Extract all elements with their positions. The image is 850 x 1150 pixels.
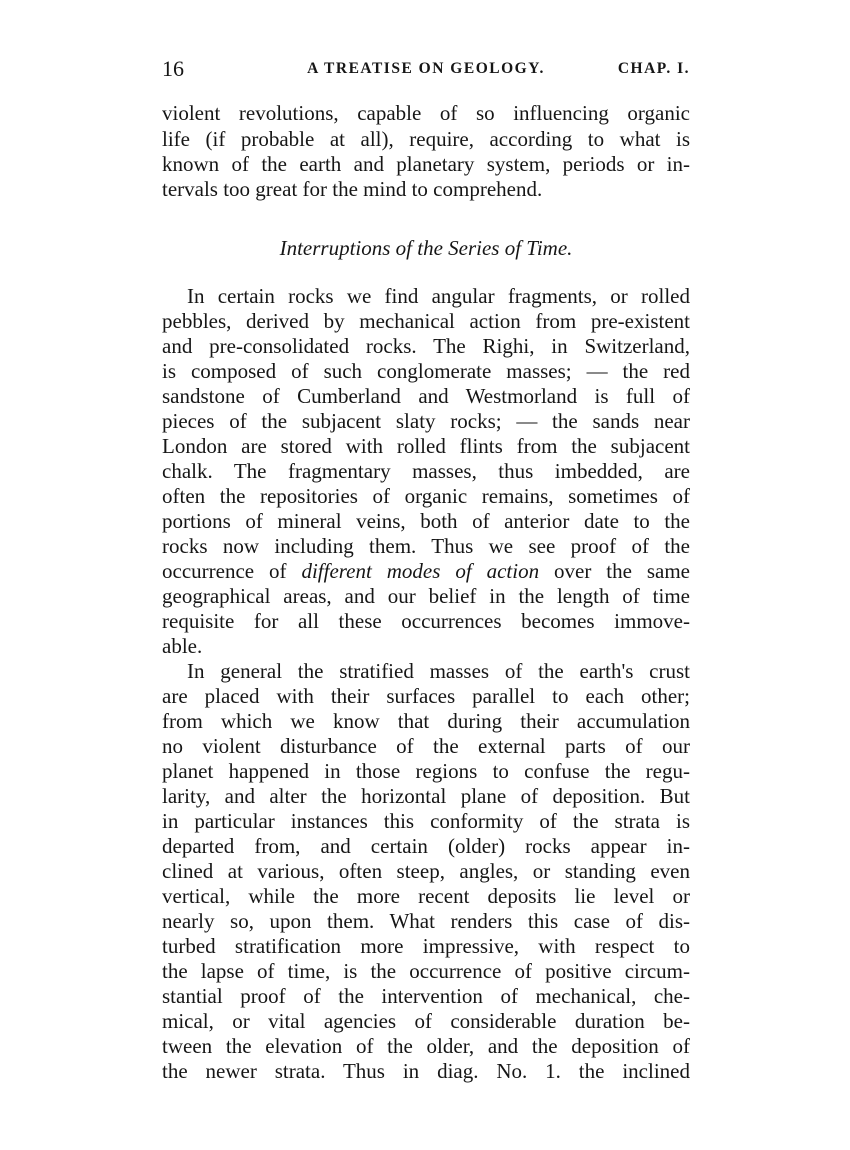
text-line: the lapse of time, is the occurrence of positive circum- bbox=[162, 959, 690, 983]
text-line: violent revolutions, capable of so influencing organic bbox=[162, 101, 690, 125]
text-line: larity, and alter the horizontal plane of deposition. But bbox=[162, 784, 690, 808]
text-line: no violent disturbance of the external parts of our bbox=[162, 734, 690, 758]
text-line: sandstone of Cumberland and Westmorland is full of bbox=[162, 384, 690, 408]
text-line: tervals too great for the mind to comprehend. bbox=[162, 177, 543, 201]
text-line: geographical areas, and our belief in the length of time bbox=[162, 584, 690, 608]
text-line: stantial proof of the intervention of mechanical, che- bbox=[162, 984, 690, 1008]
text-line: clined at various, often steep, angles, or standing even bbox=[162, 859, 690, 883]
text-line: London are stored with rolled flints from the subjacent bbox=[162, 434, 690, 458]
text-line: requisite for all these occurrences becomes immove- bbox=[162, 609, 690, 633]
text-line: turbed stratification more impressive, with respect to bbox=[162, 934, 690, 958]
text-line: pieces of the subjacent slaty rocks; — the sands near bbox=[162, 409, 690, 433]
text-line: portions of mineral veins, both of anterior date to the bbox=[162, 509, 690, 533]
text-line: and pre-consolidated rocks. The Righi, in Switzerland, bbox=[162, 334, 690, 358]
text-line: tween the elevation of the older, and the deposition of bbox=[162, 1034, 690, 1058]
text-line: from which we know that during their accumulation bbox=[162, 709, 690, 733]
running-title: A TREATISE ON GEOLOGY. bbox=[307, 60, 545, 77]
text-line: in particular instances this conformity of the strata is bbox=[162, 809, 690, 833]
text-line: life (if probable at all), require, according to what is bbox=[162, 127, 690, 151]
text-line: known of the earth and planetary system, periods or in- bbox=[162, 152, 690, 176]
text-line: often the repositories of organic remains, sometimes of bbox=[162, 484, 690, 508]
text-span: occurrence of bbox=[162, 559, 302, 583]
text-line: nearly so, upon them. What renders this case of dis- bbox=[162, 909, 690, 933]
text-line: planet happened in those regions to confuse the regu- bbox=[162, 759, 690, 783]
running-header bbox=[162, 56, 690, 86]
text-line: the newer strata. Thus in diag. No. 1. the inclined bbox=[162, 1059, 690, 1083]
section-heading: Interruptions of the Series of Time. bbox=[279, 236, 573, 260]
chapter-label: CHAP. I. bbox=[617, 60, 690, 77]
text-line: able. bbox=[162, 634, 203, 658]
text-line: is composed of such conglomerate masses; — the red bbox=[162, 359, 690, 383]
text-line: pebbles, derived by mechanical action from pre-existent bbox=[162, 309, 690, 333]
text-line: In certain rocks we find angular fragments, or rolled bbox=[187, 284, 690, 308]
text-line: In general the stratified masses of the earth's crust bbox=[187, 659, 690, 683]
text-line: mical, or vital agencies of considerable duration be- bbox=[162, 1009, 690, 1033]
text-line: are placed with their surfaces parallel to each other; bbox=[162, 684, 690, 708]
text-line: departed from, and certain (older) rocks appear in- bbox=[162, 834, 690, 858]
text-line: chalk. The fragmentary masses, thus imbedded, are bbox=[162, 459, 690, 483]
emphasis-text: different modes of action bbox=[301, 559, 540, 583]
text-line: rocks now including them. Thus we see proof of the bbox=[162, 534, 690, 558]
text-span: over the same bbox=[539, 559, 690, 583]
text-line: vertical, while the more recent deposits lie level or bbox=[162, 884, 690, 908]
text-line bbox=[162, 558, 690, 584]
page-number: 16 bbox=[162, 56, 184, 81]
